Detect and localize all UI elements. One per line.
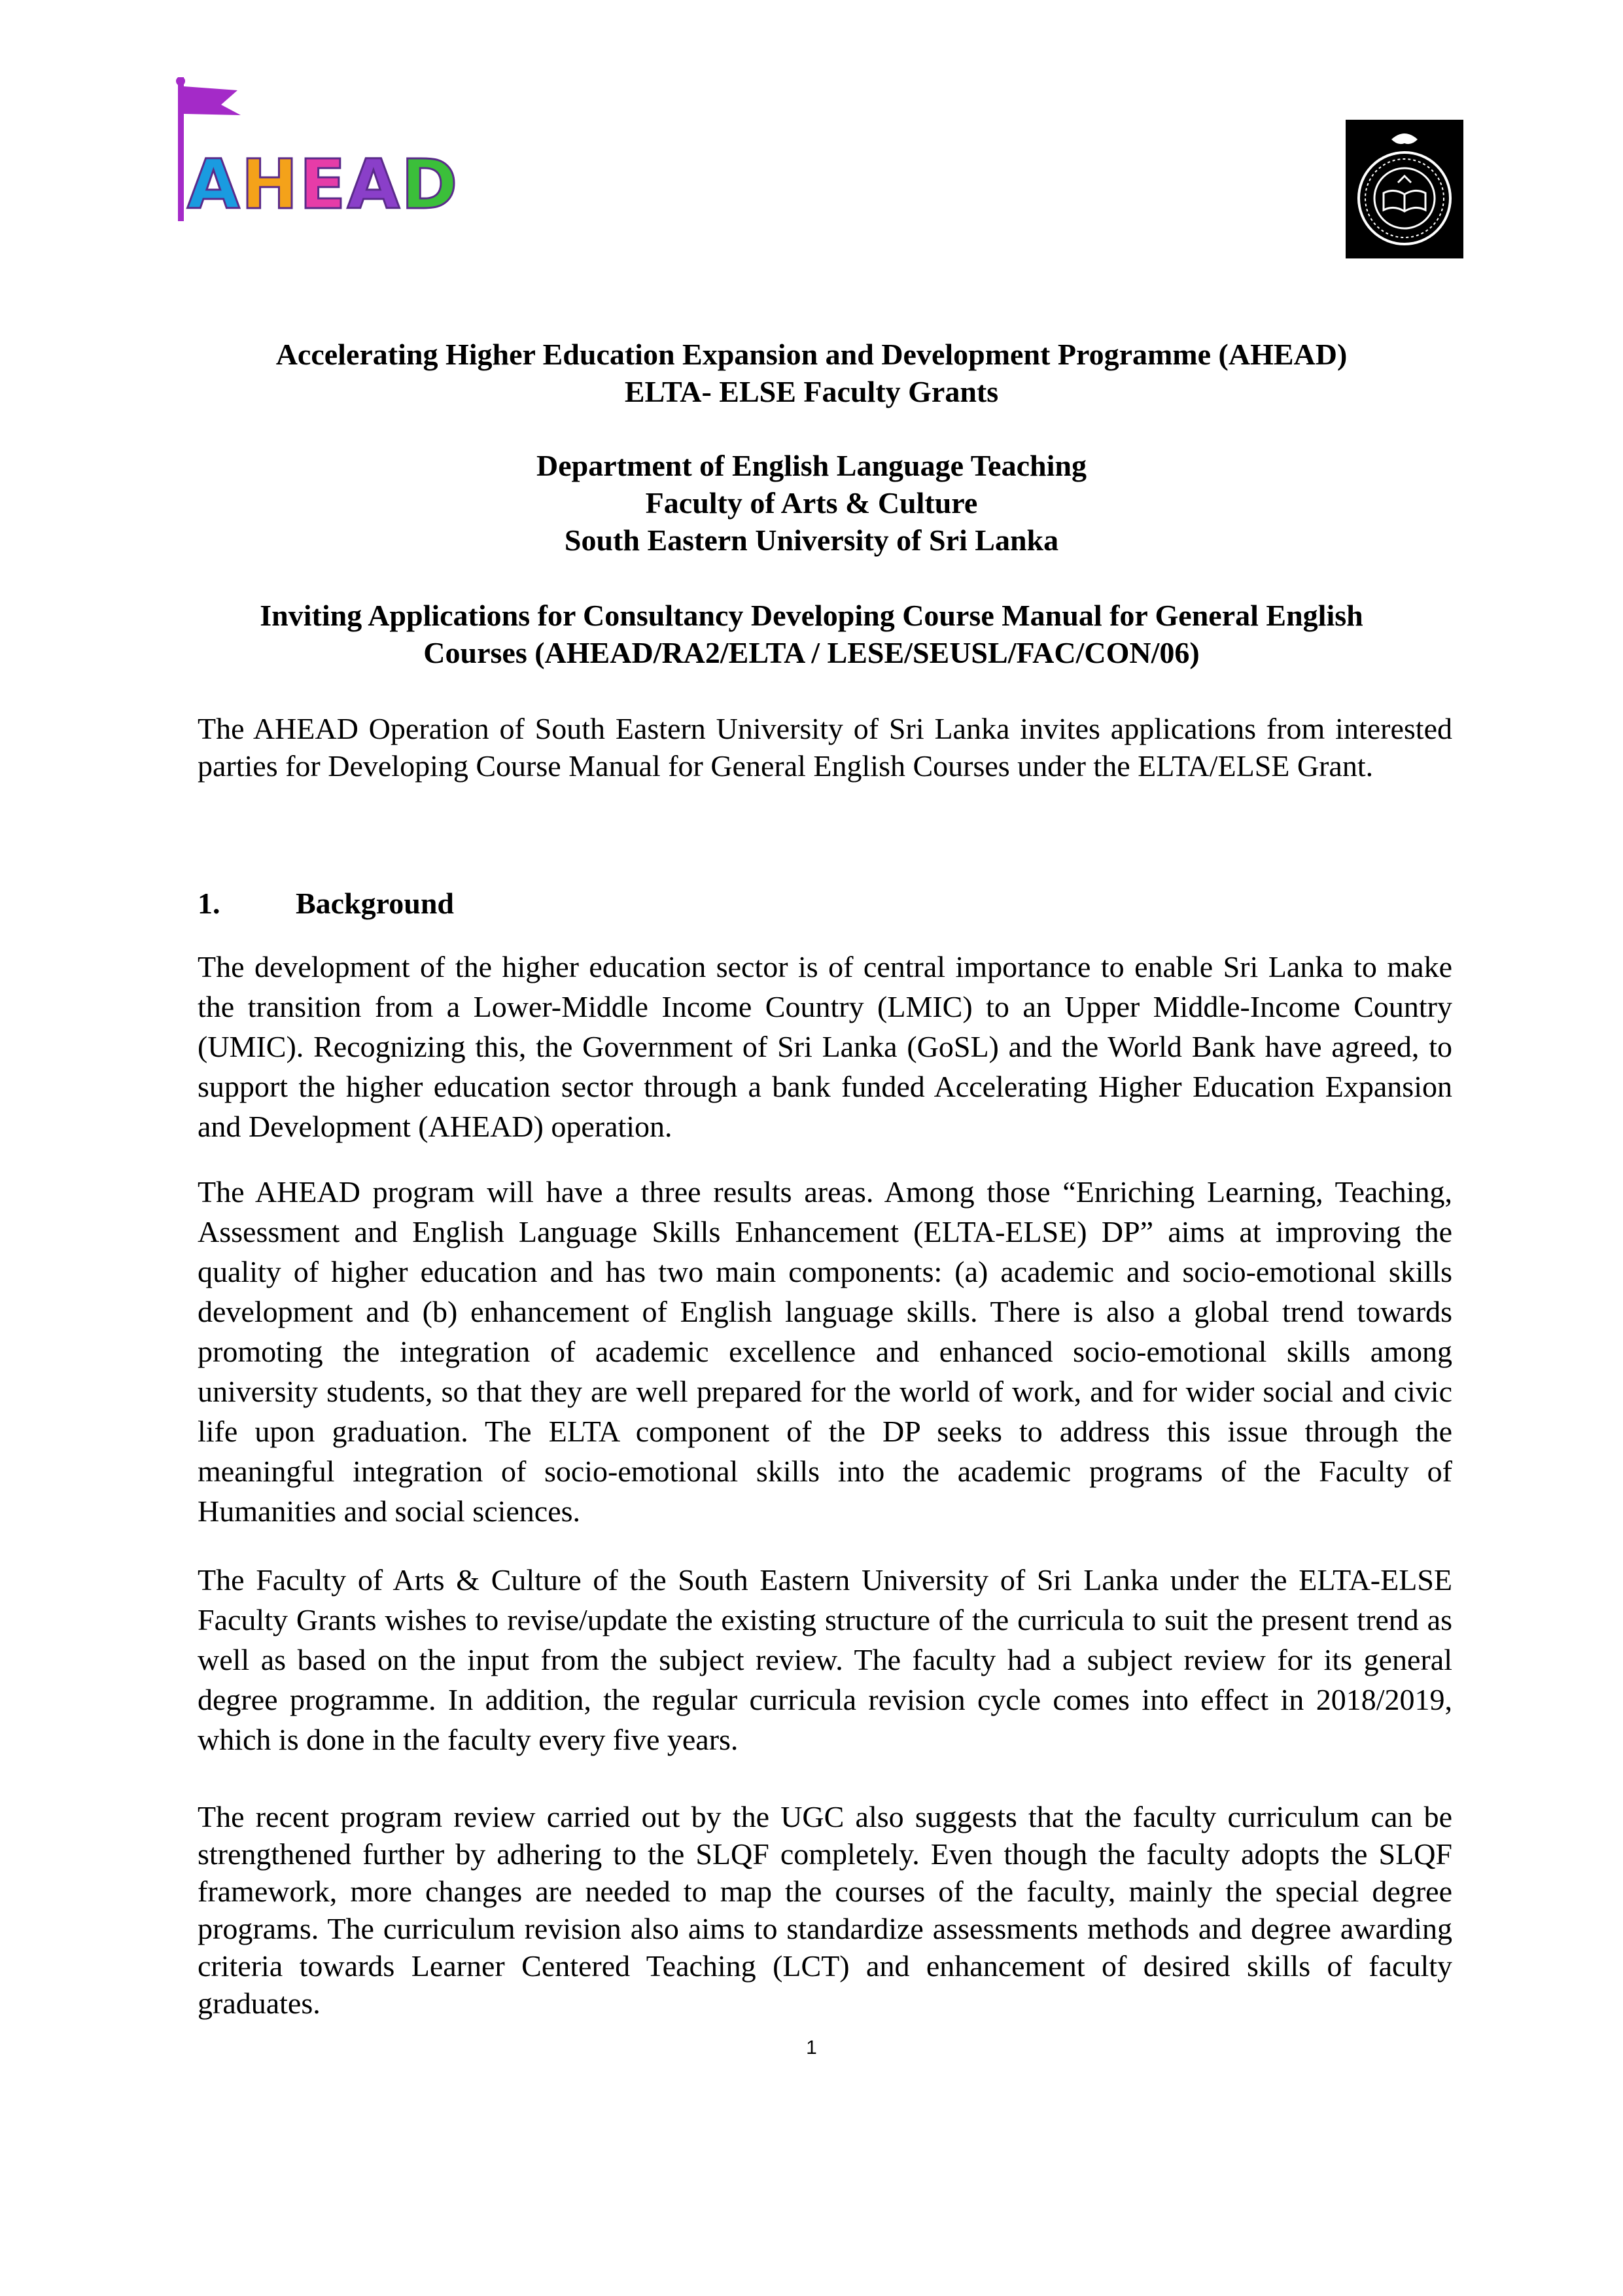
logo-letter-e: E [299,145,347,224]
logo-letter-h: H [241,145,300,224]
intro-paragraph: The AHEAD Operation of South Eastern University of Sri Lanka invites applications from interested parties for Developing Course Manual for General English Courses under the ELTA/ELSE Grant. [198,712,1452,783]
page-number: 1 [806,2037,817,2058]
university-seal-icon [1346,120,1463,258]
invitation-line2: Courses (AHEAD/RA2/ELTA / LESE/SEUSL/FAC/CON/06) [423,636,1200,669]
section-title: Background [296,887,455,920]
university-name: South Eastern University of Sri Lanka [564,523,1059,557]
ahead-logo [175,77,459,225]
background-paragraph-4: The recent program review carried out by the UGC also suggests that the faculty curriculum can be strengthened further by adhering to the SLQF completely. Even though the faculty adopts the SLQF framework, more changes are needed to map the courses of the faculty, mainly the special degree programs. The curriculum revision also aims to standardize assessments methods and degree awarding criteria towards Learner Centered Teaching (LCT) and enhancement of desired skills of faculty graduates. [198,1800,1452,2020]
programme-title-line2: ELTA- ELSE Faculty Grants [624,375,999,408]
section-heading [198,886,454,921]
logo-letter-a2: A [347,145,402,224]
logo-letter-a: A [187,145,241,224]
background-paragraph-2: The AHEAD program will have a three results areas. Among those “Enriching Learning, Teaching, Assessment and English Language Skills Enhancement (ELTA-ELSE) DP” aims at improving the quality of higher education and has two main components: (a) academic and socio-emotional skills development and (b) enhancement of English language skills. There is also a global trend towards promoting the integration of academic excellence and enhanced socio-emotional skills among university students, so that they are well prepared for the world of work, and for wider social and civic life upon graduation. The ELTA component of the DP seeks to address this issue through the meaningful integration of socio-emotional skills into the academic programs of the Faculty of Humanities and social sciences. [198,1175,1452,1528]
background-paragraph-3: The Faculty of Arts & Culture of the South Eastern University of Sri Lanka under the ELTA-ELSE Faculty Grants wishes to revise/update the existing structure of the curricula to suit the present trend as well as based on the input from the subject review. The faculty had a subject review for its general degree programme. In addition, the regular curricula revision cycle comes into effect in 2018/2019, which is done in the faculty every five years. [198,1563,1452,1756]
ahead-logo-wordmark [187,145,459,224]
department-name: Department of English Language Teaching [536,449,1087,482]
section-number: 1. [198,887,220,920]
department-block [164,447,1459,559]
background-paragraph-1: The development of the higher education sector is of central importance to enable Sri Lanka to make the transition from a Lower-Middle Income Country (LMIC) to an Upper Middle-Income Country (UMIC). Recognizing this, the Government of Sri Lanka (GoSL) and the World Bank have agreed, to support the higher education sector through a bank funded Accelerating Higher Education Expansion and Development (AHEAD) operation. [198,950,1452,1143]
logo-letter-d: D [401,145,459,224]
programme-title [164,336,1459,410]
invitation-heading [164,597,1459,671]
faculty-name: Faculty of Arts & Culture [645,486,978,520]
invitation-line1: Inviting Applications for Consultancy Developing Course Manual for General English [260,599,1363,632]
programme-title-line1: Accelerating Higher Education Expansion and Development Programme (AHEAD) [275,338,1348,371]
